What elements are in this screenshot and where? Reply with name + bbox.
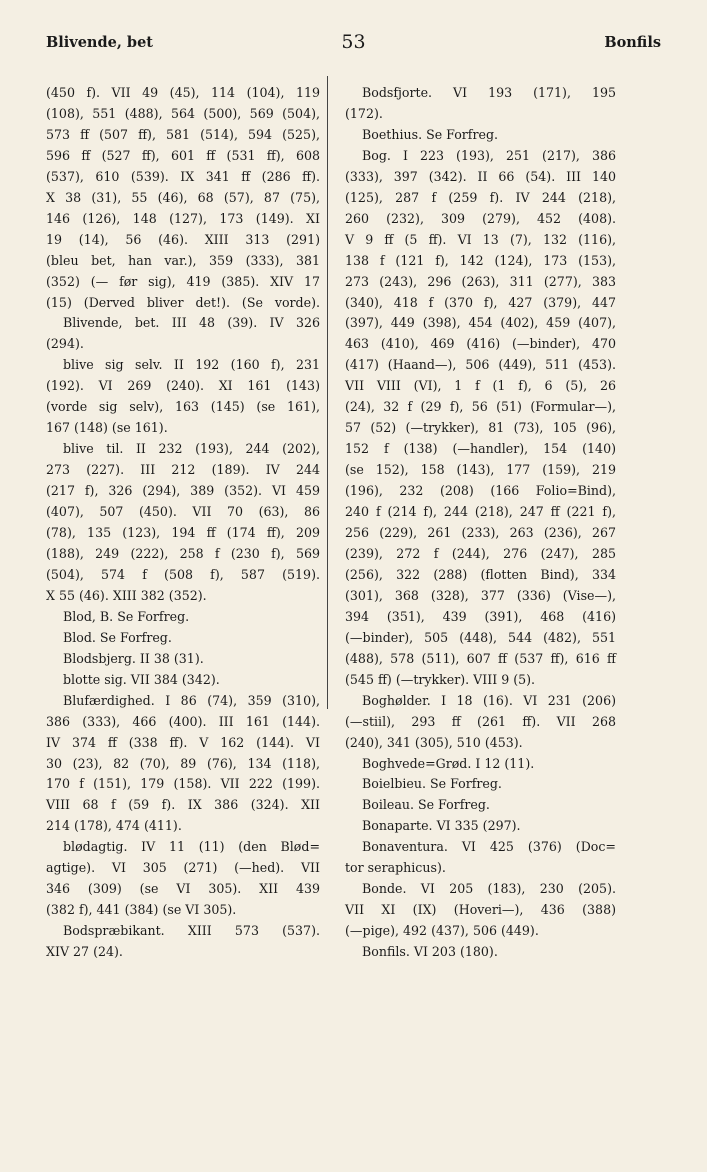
index-line: (192). VI 269 (240). XI 161 (143) [46,378,320,394]
index-line: (196), 232 (208) (166 Folio=Bind), [345,483,616,499]
index-line: (301), 368 (328), 377 (336) (Vise—), [345,587,616,603]
index-line: Blodsbjerg. II 38 (31). [63,650,204,666]
index-line: blødagtig. IV 11 (11) (den Blød= [63,839,320,855]
index-line: 260 (232), 309 (279), 452 (408). [345,210,616,226]
index-line: Blod, B. Se Forfreg. [63,608,190,624]
index-line: (397), 449 (398), 454 (402), 459 (407), [345,315,616,331]
index-line: (352) (— før sig), 419 (385). XIV 17 [46,273,320,289]
index-line: (78), 135 (123), 194 ff (174 ff), 209 [46,525,320,541]
page-number: 53 [341,31,366,53]
index-line: (504), 574 f (508 f), 587 (519). [46,566,320,582]
index-line: (15) (Derved bliver det!). (Se vorde). [46,294,320,310]
index-line: Boethius. Se Forfreg. [362,126,499,142]
index-line: 30 (23), 82 (70), 89 (76), 134 (118), [46,755,320,771]
index-line: Boielbieu. Se Forfreg. [362,776,502,792]
index-line: blive sig selv. II 192 (160 f), 231 [63,357,320,373]
index-line: 152 f (138) (—handler), 154 (140) [345,441,616,457]
index-line: IV 374 ff (338 ff). V 162 (144). VI [46,734,320,750]
index-line: blive til. II 232 (193), 244 (202), [63,441,320,457]
index-line: 240 f (214 f), 244 (218), 247 ff (221 f), [345,504,616,520]
index-line: Blod. Se Forfreg. [63,629,172,645]
index-line: 463 (410), 469 (416) (—binder), 470 [345,336,616,352]
index-line: (450 f). VII 49 (45), 114 (104), 119 [46,85,320,100]
index-line: (se 152), 158 (143), 177 (159), 219 [345,462,616,478]
index-line: Bonaparte. VI 335 (297). [362,818,521,834]
index-line: Bodspræbikant. XIII 573 (537). [63,923,320,939]
index-line: Bog. I 223 (193), 251 (217), 386 [362,147,616,163]
index-line: 167 (148) (se 161). [46,420,168,436]
index-line: X 38 (31), 55 (46), 68 (57), 87 (75), [46,189,320,205]
index-line: V 9 ff (5 ff). VI 13 (7), 132 (116), [345,231,616,247]
index-line: 346 (309) (se VI 305). XII 439 [46,881,320,897]
index-line: 273 (243), 296 (263), 311 (277), 383 [345,273,616,289]
index-line: Boghølder. I 18 (16). VI 231 (206) [362,692,616,708]
index-line: Boghvede=Grød. I 12 (11). [362,755,535,771]
index-line: (188), 249 (222), 258 f (230 f), 569 [46,545,320,561]
index-line: (240), 341 (305), 510 (453). [345,734,523,750]
index-line: Boileau. Se Forfreg. [362,797,490,813]
index-line: (382 f), 441 (384) (se VI 305). [46,902,237,918]
index-line: (172). [345,105,383,121]
right-column [345,83,616,963]
index-line: 170 f (151), 179 (158). VII 222 (199). [46,776,320,792]
index-line: X 55 (46). XIII 382 (352). [46,587,207,603]
index-line: (294). [46,336,84,352]
header-right-keyword: Bonfils [604,34,661,51]
index-line: 214 (178), 474 (411). [46,818,182,834]
index-line: tor seraphicus). [345,860,446,876]
index-line: Bodsfjorte. VI 193 (171), 195 [362,85,616,100]
index-line: blotte sig. VII 384 (342). [63,671,220,687]
left-column [46,83,320,963]
index-line: (333), 397 (342). II 66 (54). III 140 [345,168,616,184]
index-line: (545 ff) (—trykker). VIII 9 (5). [345,671,536,687]
index-line: (125), 287 f (259 f). IV 244 (218), [345,189,616,205]
index-line: (24), 32 f (29 f), 56 (51) (Formular—), [345,399,616,415]
index-line: (256), 322 (288) (flotten Bind), 334 [345,566,616,582]
index-line: 273 (227). III 212 (189). IV 244 [46,462,320,478]
index-line: 573 ff (507 ff), 581 (514), 594 (525), [46,126,320,142]
index-line: (239), 272 f (244), 276 (247), 285 [345,545,616,561]
index-line: Blivende, bet. III 48 (39). IV 326 [63,315,320,331]
index-line: (217 f), 326 (294), 389 (352). VI 459 [46,483,320,499]
index-line: Bonaventura. VI 425 (376) (Doc= [362,839,616,855]
index-line: 256 (229), 261 (233), 263 (236), 267 [345,525,616,541]
running-header [46,31,661,58]
header-left-keyword: Blivende, bet [46,34,153,51]
index-line: (vorde sig selv), 163 (145) (se 161), [46,399,320,415]
column-divider [327,76,328,709]
index-line: Bonde. VI 205 (183), 230 (205). [362,881,616,897]
index-line: VII XI (IX) (Hoveri—), 436 (388) [345,902,616,918]
index-line: 19 (14), 56 (46). XIII 313 (291) [46,231,320,247]
index-line: (407), 507 (450). VII 70 (63), 86 [46,504,320,520]
index-line: XIV 27 (24). [46,944,123,960]
index-line: agtige). VI 305 (271) (—hed). VII [46,860,320,876]
index-line: 596 ff (527 ff), 601 ff (531 ff), 608 [46,147,320,163]
index-line: (—stiil), 293 ff (261 ff). VII 268 [345,713,616,729]
index-line: VII VIII (VI), 1 f (1 f), 6 (5), 26 [345,378,616,394]
index-line: 146 (126), 148 (127), 173 (149). XI [46,210,320,226]
index-line: (488), 578 (511), 607 ff (537 ff), 616 ff [345,650,616,666]
index-line: (108), 551 (488), 564 (500), 569 (504), [46,105,320,121]
index-line: (—binder), 505 (448), 544 (482), 551 [345,629,616,645]
index-line: (417) (Haand—), 506 (449), 511 (453). [345,357,616,373]
index-line: 386 (333), 466 (400). III 161 (144). [46,713,320,729]
index-line: VIII 68 f (59 f). IX 386 (324). XII [46,797,320,813]
index-line: (340), 418 f (370 f), 427 (379), 447 [345,294,616,310]
index-line: (537), 610 (539). IX 341 ff (286 ff). [46,168,320,184]
index-line: Bonfils. VI 203 (180). [362,944,498,960]
index-line: (bleu bet, han var.), 359 (333), 381 [46,252,320,268]
index-line: 138 f (121 f), 142 (124), 173 (153), [345,252,616,268]
index-line: Blufærdighed. I 86 (74), 359 (310), [63,692,320,708]
index-line: (—pige), 492 (437), 506 (449). [345,923,539,939]
index-line: 394 (351), 439 (391), 468 (416) [345,608,616,624]
index-line: 57 (52) (—trykker), 81 (73), 105 (96), [345,420,616,436]
